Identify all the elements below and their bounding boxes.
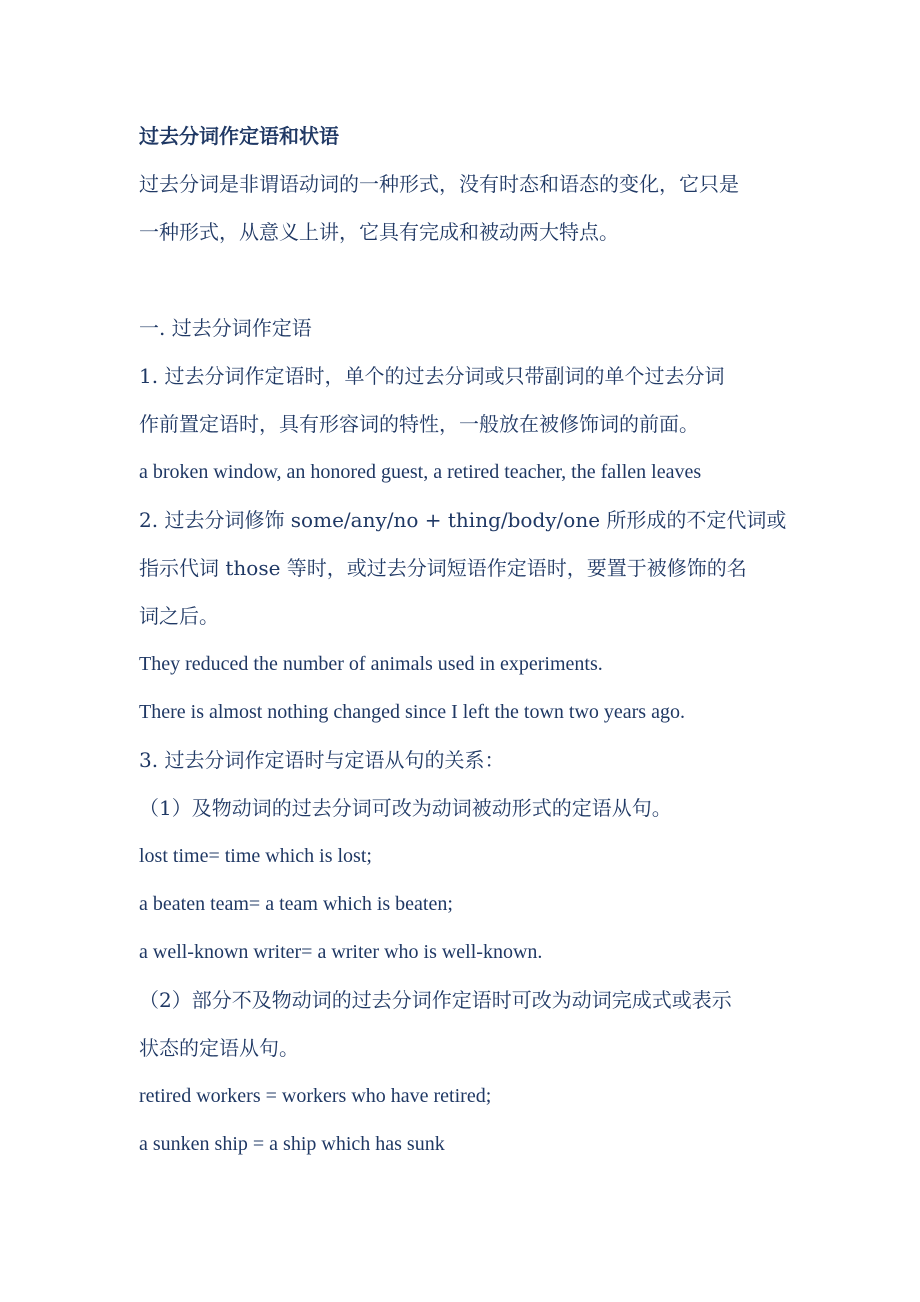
sub2-line-1: （2）部分不及物动词的过去分词作定语时可改为动词完成式或表示 (139, 988, 732, 1012)
document-body (139, 112, 789, 1168)
example1-line: a broken window, an honored guest, a retired teacher, the fallen leaves (139, 461, 702, 483)
point2-line-3: 词之后。 (139, 604, 219, 628)
point2-line-1: 2. 过去分词修饰 some/any/no + thing/body/one 所形成的不定代词或 (139, 508, 787, 532)
sub1-line: （1）及物动词的过去分词可改为动词被动形式的定语从句。 (139, 796, 672, 820)
point1-line-2: 作前置定语时，具有形容词的特性，一般放在被修饰词的前面。 (139, 412, 699, 436)
example2-line-2: There is almost nothing changed since I left the town two years ago. (139, 701, 685, 723)
sub1-example-1: lost time= time which is lost; (139, 845, 372, 867)
sub1-example-3: a well-known writer= a writer who is well-known. (139, 941, 543, 963)
point1-line-1: 1. 过去分词作定语时，单个的过去分词或只带副词的单个过去分词 (139, 364, 725, 388)
point3-line: 3. 过去分词作定语时与定语从句的关系： (139, 748, 505, 772)
intro-line-1: 过去分词是非谓语动词的一种形式，没有时态和语态的变化，它只是 (139, 172, 739, 196)
sub2-example-2: a sunken ship = a ship which has sunk (139, 1133, 445, 1155)
sub1-example-2: a beaten team= a team which is beaten; (139, 893, 453, 915)
point2-line-2: 指示代词 those 等时，或过去分词短语作定语时，要置于被修饰的名 (139, 556, 747, 580)
sub2-line-2: 状态的定语从句。 (139, 1036, 299, 1060)
blank-line (139, 256, 789, 304)
document-title: 过去分词作定语和状语 (139, 124, 339, 148)
sub2-example-1: retired workers = workers who have retired; (139, 1085, 492, 1107)
intro-line-2: 一种形式，从意义上讲，它具有完成和被动两大特点。 (139, 220, 619, 244)
section-heading: 一. 过去分词作定语 (139, 316, 312, 340)
example2-line-1: They reduced the number of animals used in experiments. (139, 653, 603, 675)
